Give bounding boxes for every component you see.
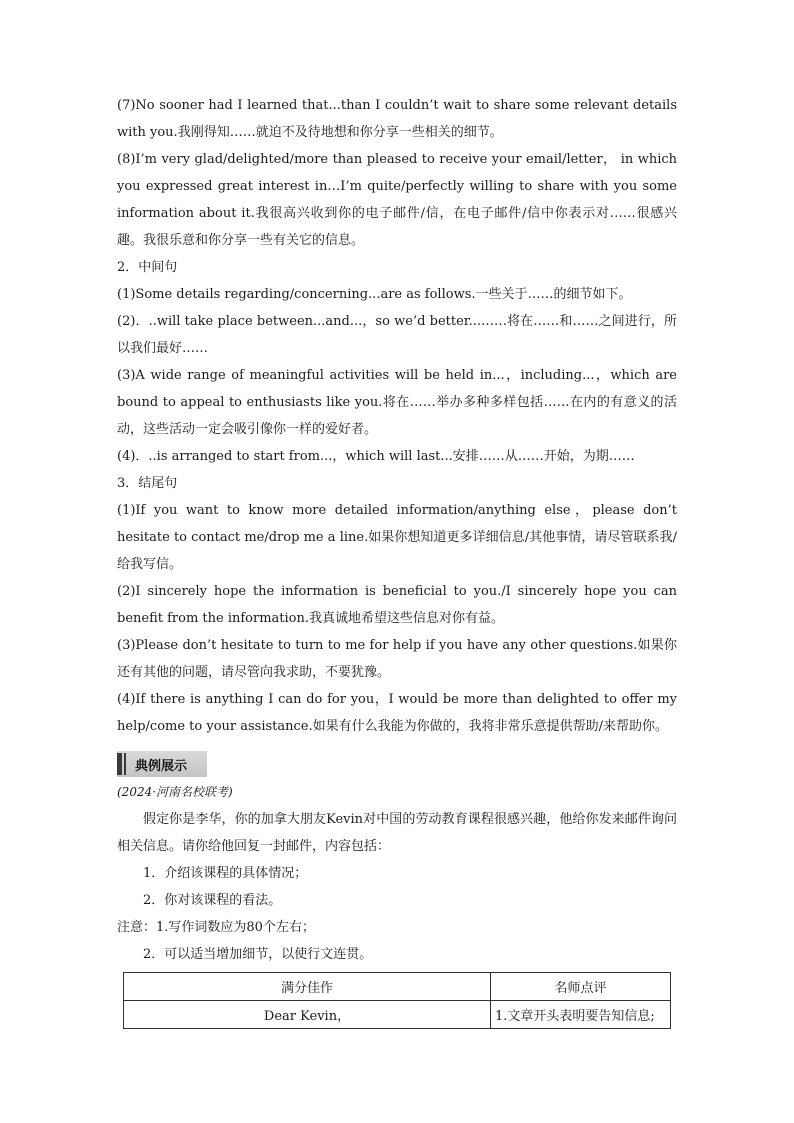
example-prompt: 假定你是李华，你的加拿大朋友Kevin对中国的劳动教育课程很感兴趣，他给你发来邮件询问相关信息。请你给他回复一封邮件，内容包括： [117, 812, 677, 854]
section-heading-ending: 3．结尾句 [117, 476, 178, 491]
banner-bar-thin-icon [124, 753, 126, 775]
example-table [123, 972, 671, 1029]
example-point-1: 1．介绍该课程的具体情况； [143, 866, 308, 881]
opening-sentence-8: (8)I’m very glad/delighted/more than pleased to receive your email/letter， in which you expressed great interest in…I’m quite/perfectly willing to share with you some information about it.我很高兴收到你的电子邮件/信，在电子邮件/信中你表示对……很感兴趣。我很乐意和你分享一些有关它的信息。 [117, 152, 677, 248]
ending-sentence-2: (2)I sincerely hope the information is beneficial to you./I sincerely hope you can benefit from the information.我真诚地希望这些信息对你有益。 [117, 584, 677, 626]
middle-sentence-1: (1)Some details regarding/concerning...are as follows.一些关于……的细节如下。 [117, 287, 632, 302]
middle-sentence-2: (2)．..will take place between...and...，so we’d better...……将在……和……之间进行，所以我们最好…… [117, 314, 677, 356]
table-cell-comment: 1.文章开头表明要告知信息; [491, 1001, 671, 1029]
example-note-1: 注意：1.写作词数应为80个左右； [117, 920, 315, 935]
middle-sentence-4: (4)．..is arranged to start from...，which will last...安排……从……开始，为期…… [117, 449, 635, 464]
ending-sentence-4: (4)If there is anything I can do for you，I would be more than delighted to offer my help/come to your assistance.如果有什么我能为你做的，我将非常乐意提供帮助/来帮助你。 [117, 692, 677, 734]
ending-sentence-3: (3)Please don’t hesitate to turn to me for help if you have any other questions.如果你还有其他的问题，请尽管向我求助，不要犹豫。 [117, 638, 677, 680]
example-point-2: 2．你对该课程的看法。 [143, 893, 282, 908]
table-header-row [124, 973, 671, 1001]
example-note-2: 2．可以适当增加细节，以使行文连贯。 [143, 947, 373, 962]
example-banner-label: 典例展示 [135, 758, 188, 774]
table-row [124, 1001, 671, 1029]
document-page [117, 92, 677, 1029]
opening-sentence-7: (7)No sooner had I learned that...than I couldn’t wait to share some relevant details with you.我刚得知……就迫不及待地想和你分享一些相关的细节。 [117, 98, 677, 140]
middle-sentence-3: (3)A wide range of meaningful activities will be held in...，including...，which are bound to appeal to enthusiasts like you.将在……举办多种多样包括……在内的有意义的活动，这些活动一定会吸引像你一样的爱好者。 [117, 368, 677, 437]
banner-bar-icon [117, 753, 122, 775]
example-banner [117, 751, 207, 777]
table-header-cell: 满分佳作 [124, 973, 491, 1001]
section-heading-middle: 2．中间句 [117, 260, 178, 275]
ending-sentence-1: (1)If you want to know more detailed information/anything else，please don’t hesitate to contact me/drop me a line.如果你想知道更多详细信息/其他事情，请尽管联系我/给我写信。 [117, 503, 677, 572]
example-source: (2024·河南名校联考) [117, 785, 233, 799]
table-header-cell: 名师点评 [491, 973, 671, 1001]
table-cell-essay: Dear Kevin， [124, 1001, 491, 1029]
